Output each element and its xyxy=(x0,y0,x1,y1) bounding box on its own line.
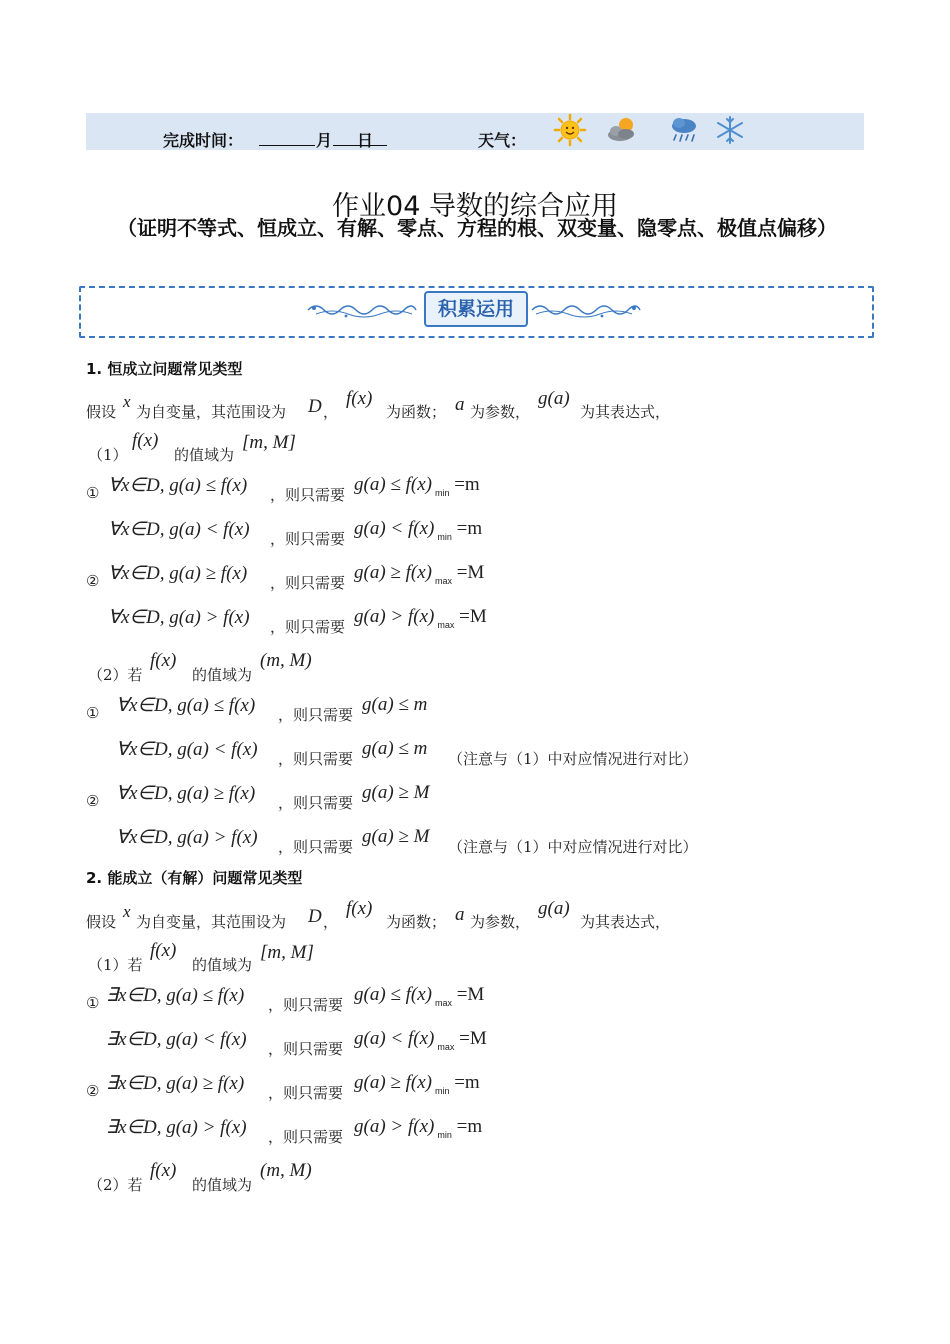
condition-row xyxy=(86,1072,886,1102)
range-value: [m, M] xyxy=(242,432,296,453)
case-label: （1）若 xyxy=(88,956,143,974)
condition-row xyxy=(86,984,886,1014)
func-ga: g(a) xyxy=(538,388,570,409)
intro-text: 为自变量，其范围设为 xyxy=(136,913,287,931)
banner-label: 积累运用 xyxy=(424,291,528,327)
section2-intro xyxy=(86,898,886,932)
case-label: （1） xyxy=(88,446,128,464)
row-subscript: min xyxy=(434,488,450,498)
func-fx: f(x) xyxy=(150,1160,177,1181)
snowflake-icon[interactable] xyxy=(712,113,748,147)
intro-text: ， xyxy=(323,913,339,931)
row-result: g(a) ≤ m xyxy=(362,738,428,759)
var-a: a xyxy=(455,394,465,415)
rain-icon[interactable] xyxy=(666,113,702,147)
row-then-text: ，则只需要 xyxy=(268,1040,344,1058)
condition-row xyxy=(86,738,886,768)
section1-heading: 1. 恒成立问题常见类型 xyxy=(86,360,243,378)
row-condition: ∃x∈D, g(a) ≤ f(x) xyxy=(106,985,245,1006)
func-fx: f(x) xyxy=(132,430,159,451)
row-result-group xyxy=(354,1116,482,1140)
row-condition: ∀x∈D, g(a) > f(x) xyxy=(116,827,258,848)
row-condition: ∀x∈D, g(a) ≥ f(x) xyxy=(108,563,248,584)
row-subscript: min xyxy=(437,532,452,542)
range-text: 的值域为 xyxy=(192,956,253,974)
header-bar xyxy=(86,113,864,150)
row-result: g(a) ≤ f(x) xyxy=(354,984,432,1005)
row-condition: ∀x∈D, g(a) ≤ f(x) xyxy=(108,475,248,496)
section1-case2 xyxy=(88,650,488,684)
func-fx: f(x) xyxy=(150,650,177,671)
section1-intro xyxy=(86,388,886,422)
intro-text: 假设 xyxy=(86,403,117,421)
row-then-text: ，则只需要 xyxy=(268,1084,344,1102)
sun-icon[interactable] xyxy=(552,113,588,147)
intro-text: 为参数， xyxy=(470,403,531,421)
weather-label: 天气： xyxy=(478,131,527,150)
row-then-text: ，则只需要 xyxy=(270,486,346,504)
intro-text: 为其表达式， xyxy=(580,913,671,931)
wave-ornament-left-icon xyxy=(306,298,418,322)
row-result: g(a) > f(x) xyxy=(354,606,435,627)
row-then-text: ，则只需要 xyxy=(268,996,344,1014)
row-result-group xyxy=(354,606,487,630)
row-note: （注意与（1）中对应情况进行对比） xyxy=(448,838,698,856)
section2-case1 xyxy=(88,940,488,974)
intro-text: 为其表达式， xyxy=(580,403,671,421)
row-then-text: ，则只需要 xyxy=(278,794,354,812)
row-tail: =m xyxy=(449,1072,480,1093)
range-value: [m, M] xyxy=(260,942,314,963)
row-result-group xyxy=(354,984,484,1008)
condition-row xyxy=(86,1116,886,1146)
row-marker: ② xyxy=(86,1082,100,1100)
section1-case1 xyxy=(88,430,488,464)
condition-row xyxy=(86,474,886,504)
range-value: (m, M) xyxy=(260,1160,312,1181)
row-result: g(a) ≥ M xyxy=(362,826,430,847)
condition-row xyxy=(86,518,886,548)
row-subscript: max xyxy=(437,620,455,630)
row-condition: ∀x∈D, g(a) < f(x) xyxy=(108,519,250,540)
condition-row xyxy=(86,1028,886,1058)
range-text: 的值域为 xyxy=(192,1176,253,1194)
row-marker: ② xyxy=(86,572,100,590)
row-subscript: max xyxy=(437,1042,455,1052)
row-subscript: min xyxy=(434,1086,450,1096)
intro-text: 为函数； xyxy=(386,403,447,421)
row-subscript: max xyxy=(434,998,452,1008)
row-then-text: ，则只需要 xyxy=(278,750,354,768)
var-D: D xyxy=(308,906,322,927)
intro-text: 为参数， xyxy=(470,913,531,931)
wave-ornament-right-icon xyxy=(530,298,642,322)
row-result: g(a) < f(x) xyxy=(354,1028,435,1049)
row-condition: ∀x∈D, g(a) ≥ f(x) xyxy=(116,783,256,804)
day-label: 日 xyxy=(357,131,374,150)
row-tail: =M xyxy=(451,562,485,583)
intro-text: 假设 xyxy=(86,913,117,931)
row-result-group xyxy=(354,474,480,498)
row-note: （注意与（1）中对应情况进行对比） xyxy=(448,750,698,768)
intro-text: ， xyxy=(323,403,339,421)
row-result: g(a) ≥ M xyxy=(362,782,430,803)
month-blank[interactable] xyxy=(259,131,315,146)
row-condition: ∀x∈D, g(a) < f(x) xyxy=(116,739,258,760)
range-value: (m, M) xyxy=(260,650,312,671)
row-result: g(a) ≥ f(x) xyxy=(354,562,432,583)
row-result-group xyxy=(354,1028,487,1052)
row-then-text: ，则只需要 xyxy=(278,838,354,856)
row-result-group xyxy=(354,562,484,586)
row-marker: ② xyxy=(86,792,100,810)
partly-cloudy-icon[interactable] xyxy=(604,113,640,147)
intro-text: 为自变量，其范围设为 xyxy=(136,403,287,421)
case-label: （2）若 xyxy=(88,1176,143,1194)
row-tail: =M xyxy=(451,984,485,1005)
intro-text: 为函数； xyxy=(386,913,447,931)
func-fx: f(x) xyxy=(150,940,177,961)
row-condition: ∃x∈D, g(a) ≥ f(x) xyxy=(106,1073,245,1094)
row-tail: =M xyxy=(454,606,487,627)
row-subscript: max xyxy=(434,576,452,586)
range-text: 的值域为 xyxy=(174,446,235,464)
row-marker: ① xyxy=(86,484,100,502)
row-result-group xyxy=(354,1072,480,1096)
condition-row xyxy=(86,694,886,724)
condition-row xyxy=(86,606,886,636)
row-result: g(a) ≤ m xyxy=(362,694,428,715)
page-subtitle: （证明不等式、恒成立、有解、零点、方程的根、双变量、隐零点、极值点偏移） xyxy=(117,216,837,240)
row-tail: =m xyxy=(449,474,480,495)
section2-heading: 2. 能成立（有解）问题常见类型 xyxy=(86,869,303,887)
var-x: x xyxy=(123,902,131,921)
row-condition: ∃x∈D, g(a) > f(x) xyxy=(106,1117,247,1138)
row-result: g(a) > f(x) xyxy=(354,1116,435,1137)
row-then-text: ，则只需要 xyxy=(270,530,346,548)
section2-case2 xyxy=(88,1160,488,1194)
row-then-text: ，则只需要 xyxy=(270,618,346,636)
func-fx: f(x) xyxy=(346,898,373,919)
row-marker: ① xyxy=(86,704,100,722)
row-condition: ∀x∈D, g(a) > f(x) xyxy=(108,607,250,628)
row-subscript: min xyxy=(437,1130,452,1140)
row-result: g(a) ≤ f(x) xyxy=(354,474,432,495)
condition-row xyxy=(86,826,886,856)
row-then-text: ，则只需要 xyxy=(270,574,346,592)
row-condition: ∃x∈D, g(a) < f(x) xyxy=(106,1029,247,1050)
completion-time-label: 完成时间： xyxy=(163,131,244,150)
row-tail: =m xyxy=(451,518,483,539)
condition-row xyxy=(86,782,886,812)
row-result-group xyxy=(354,518,482,542)
row-tail: =M xyxy=(454,1028,487,1049)
case-label: （2）若 xyxy=(88,666,143,684)
range-text: 的值域为 xyxy=(192,666,253,684)
var-x: x xyxy=(123,392,131,411)
condition-row xyxy=(86,562,886,592)
row-tail: =m xyxy=(451,1116,483,1137)
func-fx: f(x) xyxy=(346,388,373,409)
row-then-text: ，则只需要 xyxy=(268,1128,344,1146)
page-title: 作业04 导数的综合应用 xyxy=(332,191,618,222)
var-D: D xyxy=(308,396,322,417)
var-a: a xyxy=(455,904,465,925)
month-label: 月 xyxy=(316,131,333,150)
row-result: g(a) ≥ f(x) xyxy=(354,1072,432,1093)
row-marker: ① xyxy=(86,994,100,1012)
row-result: g(a) < f(x) xyxy=(354,518,435,539)
row-then-text: ，则只需要 xyxy=(278,706,354,724)
func-ga: g(a) xyxy=(538,898,570,919)
row-condition: ∀x∈D, g(a) ≤ f(x) xyxy=(116,695,256,716)
